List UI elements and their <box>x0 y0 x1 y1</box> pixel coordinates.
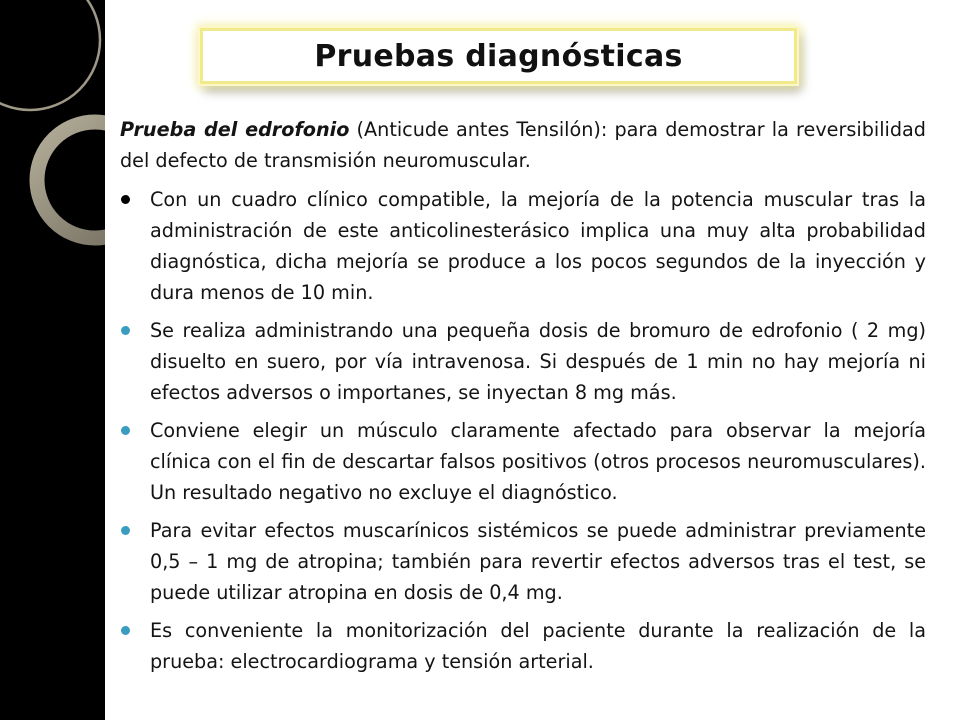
thin-ring-icon <box>0 0 100 110</box>
ring-decoration-icon <box>0 0 105 720</box>
list-item <box>120 415 926 508</box>
list-item <box>120 315 926 408</box>
bullet-list <box>120 184 926 677</box>
bullet-text: Conviene elegir un músculo claramente afectado para observar la mejoría clínica con el fin de descartar falsos positivos (otros procesos neuromusculares). Un resultado negativo no excluye el diagnóstico. <box>150 419 926 504</box>
slide-body <box>120 114 926 684</box>
list-item <box>120 184 926 308</box>
bullet-text: Se realiza administrando una pequeña dosis de bromuro de edrofonio ( 2 mg) disuelto en suero, por vía intravenosa. Si después de 1 min no hay mejoría ni efectos adversos o importanes, se inyectan 8 mg más. <box>150 319 926 404</box>
list-item <box>120 515 926 608</box>
decorative-sidebar <box>0 0 105 720</box>
bullet-dot-icon <box>121 326 130 335</box>
intro-text: (Anticude antes Tensilón): para demostrar la reversibilidad del defecto de transmisión neuromuscular. <box>120 118 926 172</box>
title-box <box>200 28 797 84</box>
page-title: Pruebas diagnósticas <box>314 38 683 74</box>
bullet-text: Es conveniente la monitorización del paciente durante la realización de la prueba: electrocardiograma y tensión arterial. <box>150 619 926 673</box>
bullet-dot-icon <box>121 195 130 204</box>
bullet-dot-icon <box>121 526 130 535</box>
intro-lead: Prueba del edrofonio <box>120 118 350 141</box>
thick-ring-icon <box>37 122 105 238</box>
bullet-text: Con un cuadro clínico compatible, la mejoría de la potencia muscular tras la administración de este anticolinesterásico implica una muy alta probabilidad diagnóstica, dicha mejoría se produce a los pocos segundos de la inyección y dura menos de 10 min. <box>150 188 926 304</box>
bullet-dot-icon <box>121 626 130 635</box>
bullet-dot-icon <box>121 426 130 435</box>
bullet-text: Para evitar efectos muscarínicos sistémicos se puede administrar previamente 0,5 – 1 mg de atropina; también para revertir efectos adversos tras el test, se puede utilizar atropina en dosis de 0,4 mg. <box>150 519 926 604</box>
intro-paragraph <box>120 114 926 176</box>
list-item <box>120 615 926 677</box>
